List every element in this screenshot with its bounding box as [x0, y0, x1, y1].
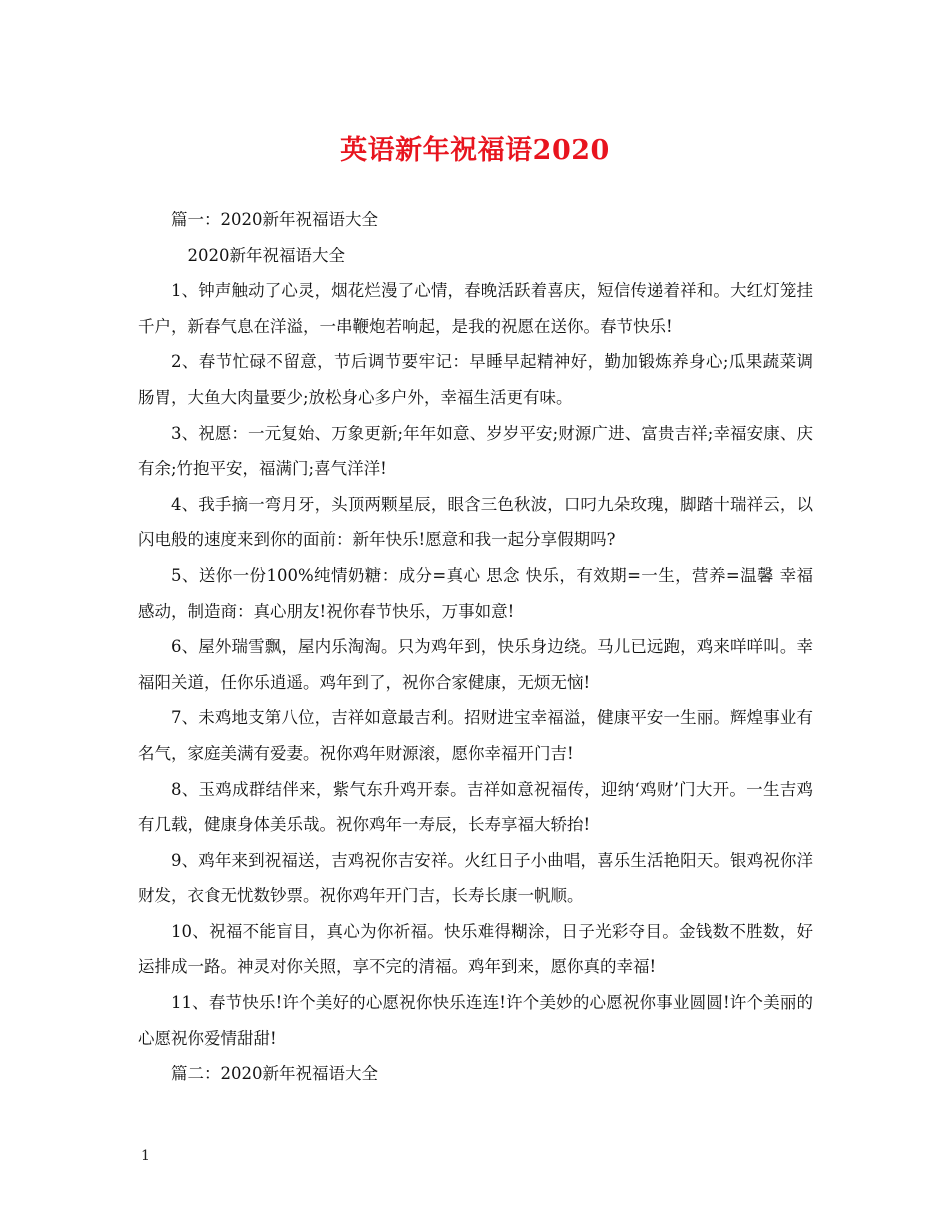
paragraph: 5、送你一份100%纯情奶糖：成分=真心 思念 快乐，有效期=一生，营养=温馨 幸福 感动，制造商：真心朋友!祝你春节快乐，万事如意!	[138, 565, 813, 621]
section-subheading: 2020新年祝福语大全	[187, 245, 345, 265]
paragraph: 4、我手摘一弯月牙，头顶两颗星辰，眼含三色秋波，口叼九朵玫瑰，脚踏十瑞祥云，以闪电般的速度来到你的面前：新年快乐!愿意和我一起分享假期吗?	[138, 494, 813, 550]
paragraph: 2、春节忙碌不留意，节后调节要牢记：早睡早起精神好，勤加锻炼养身心;瓜果蔬菜调肠胃，大鱼大肉量要少;放松身心多户外，幸福生活更有味。	[138, 352, 813, 407]
paragraph: 1、钟声触动了心灵，烟花烂漫了心情，春晚活跃着喜庆，短信传递着祥和。大红灯笼挂千户，新春气息在洋溢，一串鞭炮若响起，是我的祝愿在送你。春节快乐!	[138, 281, 813, 336]
section-heading: 篇一：2020新年祝福语大全	[171, 210, 378, 229]
section-heading: 篇二：2020新年祝福语大全	[171, 1064, 378, 1084]
paragraph: 8、玉鸡成群结伴来，紫气东升鸡开泰。吉祥如意祝福传，迎纳‘鸡财’门大开。一生吉鸡有几载，健康身体美乐哉。祝你鸡年一寿辰，长寿享福大轿抬!	[138, 779, 813, 835]
paragraph: 10、祝福不能盲目，真心为你祈福。快乐难得糊涂，日子光彩夺目。金钱数不胜数，好运排成一路。神灵对你关照，享不完的清福。鸡年到来，愿你真的幸福!	[138, 921, 813, 977]
paragraph: 3、祝愿：一元复始、万象更新;年年如意、岁岁平安;财源广进、富贵吉祥;幸福安康、庆有余;竹抱平安，福满门;喜气洋洋!	[138, 423, 813, 479]
paragraph: 7、未鸡地支第八位，吉祥如意最吉利。招财进宝幸福溢，健康平安一生丽。辉煌事业有名气，家庭美满有爱妻。祝你鸡年财源滚，愿你幸福开门吉!	[138, 708, 813, 763]
paragraph: 9、鸡年来到祝福送，吉鸡祝你吉安祥。火红日子小曲唱，喜乐生活艳阳天。银鸡祝你洋财发，衣食无忧数钞票。祝你鸡年开门吉，长寿长康一帆顺。	[138, 850, 813, 906]
page-number: 1	[141, 1148, 150, 1164]
paragraph: 6、屋外瑞雪飘，屋内乐淘淘。只为鸡年到，快乐身边绕。马儿已远跑，鸡来咩咩叫。幸福阳关道，任你乐逍遥。鸡年到了，祝你合家健康，无烦无恼!	[138, 637, 813, 692]
document-body	[138, 202, 813, 1092]
document-title: 英语新年祝福语2020	[340, 135, 610, 166]
paragraph: 11、春节快乐!许个美好的心愿祝你快乐连连!许个美妙的心愿祝你事业圆圆!许个美丽的心愿祝你爱情甜甜!	[138, 993, 813, 1048]
